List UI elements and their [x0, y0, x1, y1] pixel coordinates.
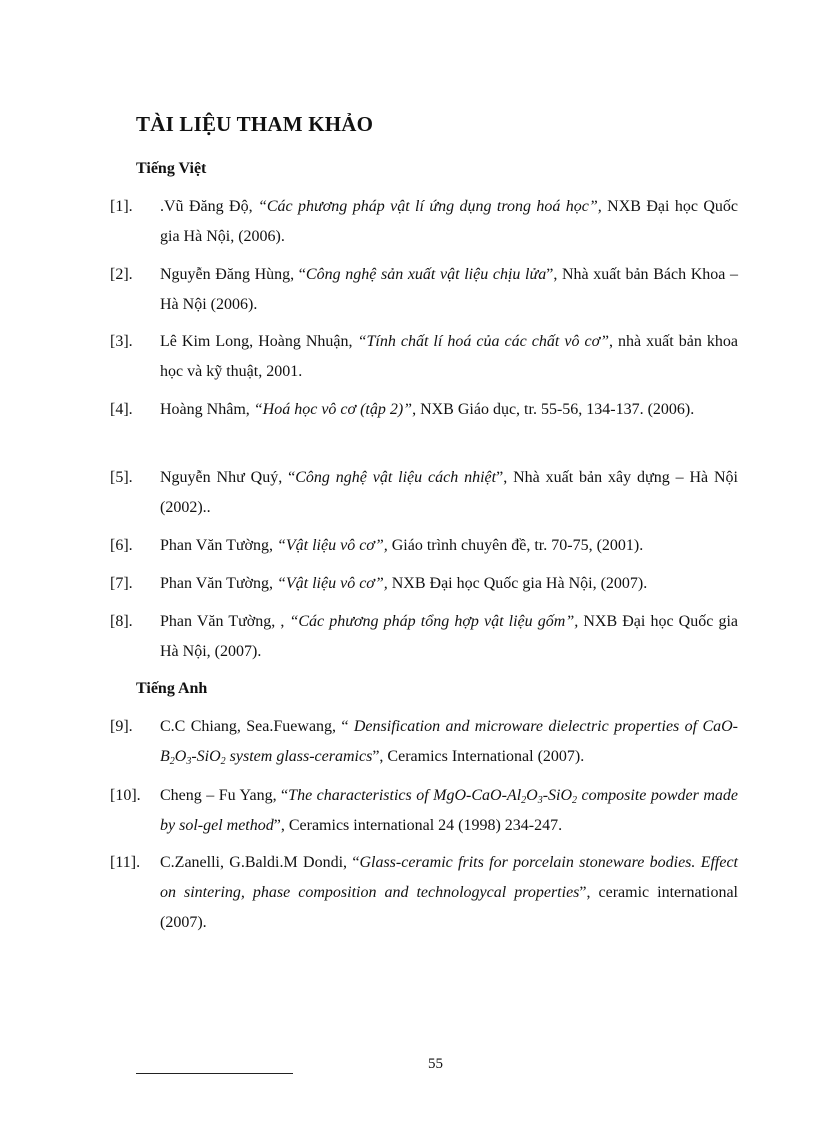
reference-number: [6]. [110, 537, 133, 554]
reference-authors: C.Zanelli, G.Baldi.M Dondi, “ [160, 854, 360, 871]
reference-item-10 [110, 781, 738, 841]
reference-item-8 [110, 607, 738, 667]
reference-number: [9]. [110, 718, 133, 735]
references-heading: TÀI LIỆU THAM KHẢO [136, 112, 374, 136]
section-vietnamese: Tiếng Việt [136, 160, 207, 177]
reference-item-6 [110, 531, 738, 561]
reference-number: [5]. [110, 469, 133, 486]
reference-authors: Phan Văn Tường, [160, 537, 277, 554]
section-english: Tiếng Anh [136, 680, 208, 697]
reference-number: [3]. [110, 333, 133, 350]
reference-title: Công nghệ vật liệu cách nhiệt [295, 469, 497, 486]
reference-source: NXB Đại học Quốc gia Hà Nội, (2007). [387, 575, 648, 592]
reference-title: “Hoá học vô cơ (tập 2)” [253, 401, 413, 418]
reference-number: [2]. [110, 266, 133, 283]
reference-title: Công nghệ sản xuất vật liệu chịu lửa [305, 266, 547, 283]
reference-authors: Lê Kim Long, Hoàng Nhuận, [160, 333, 358, 350]
reference-source: ”, Nhà xuất bản Bách Khoa – Hà Nội (2006). [160, 266, 739, 313]
reference-item-7 [110, 569, 738, 599]
reference-authors: C.C Chiang, Sea.Fuewang, “ [160, 718, 354, 735]
reference-source: ”, Nhà xuất bản xây dựng – Hà Nội (2002).. [160, 469, 738, 516]
reference-source: ”, Ceramics international 24 (1998) 234-247. [273, 817, 563, 834]
reference-authors: Cheng – Fu Yang, “ [160, 787, 289, 804]
reference-title: Densification and microware dielectric properties of CaO-$B_2O_3-SiO_2$ system glass-ceramics [160, 718, 738, 767]
reference-number: [10]. [110, 787, 141, 804]
reference-item-4 [110, 395, 738, 425]
reference-source: NXB Đại học Quốc gia Hà Nội, (2006). [160, 198, 739, 245]
reference-source: , nhà xuất bản khoa học và kỹ thuật, 2001. [160, 333, 738, 380]
reference-number: [4]. [110, 401, 133, 418]
reference-authors: .Vũ Đăng Độ, [160, 198, 258, 215]
reference-authors: Nguyễn Đăng Hùng, “ [160, 266, 306, 283]
reference-title: “Các phương pháp vật lí ứng dụng trong hoá học”, [257, 198, 602, 215]
reference-source: ”, Ceramics International (2007). [372, 748, 585, 765]
reference-authors: Phan Văn Tường, , [160, 613, 290, 630]
reference-title: “Vật liệu vô cơ”, [276, 575, 388, 592]
reference-authors: Hoàng Nhâm, [160, 401, 254, 418]
reference-title: “Tính chất lí hoá của các chất vô cơ” [357, 333, 610, 350]
reference-source: ”, ceramic international (2007). [160, 884, 739, 931]
reference-source: NXB Đại học Quốc gia Hà Nội, (2007). [160, 613, 739, 660]
reference-authors: Nguyễn Như Quý, “ [160, 469, 296, 486]
reference-number: [7]. [110, 575, 133, 592]
reference-item-1 [110, 192, 738, 252]
reference-title: “Vật liệu vô cơ”, [276, 537, 388, 554]
reference-source: Giáo trình chuyên đề, tr. 70-75, (2001). [387, 537, 644, 554]
reference-authors: Phan Văn Tường, [160, 575, 277, 592]
reference-number: [1]. [110, 198, 133, 215]
reference-number: [11]. [110, 854, 141, 871]
reference-title: The characteristics of MgO-$CaO-Al_2O_3-SiO_2$ composite powder made by sol-gel method [160, 787, 739, 834]
reference-title: “Các phương pháp tổng hợp vật liệu gốm”, [289, 613, 579, 630]
reference-source: , NXB Giáo dục, tr. 55-56, 134-137. (2006). [412, 401, 695, 418]
footer-divider [136, 1073, 293, 1074]
reference-item-11 [110, 848, 738, 938]
reference-item-3 [110, 327, 738, 387]
reference-item-9 [110, 712, 738, 772]
reference-item-2 [110, 260, 738, 320]
reference-title: Glass-ceramic frits for porcelain stoneware bodies. Effect on sintering, phase composition and technologycal properties [160, 854, 739, 901]
page-number: 55 [428, 1056, 443, 1072]
reference-number: [8]. [110, 613, 133, 630]
reference-item-5 [110, 463, 738, 523]
